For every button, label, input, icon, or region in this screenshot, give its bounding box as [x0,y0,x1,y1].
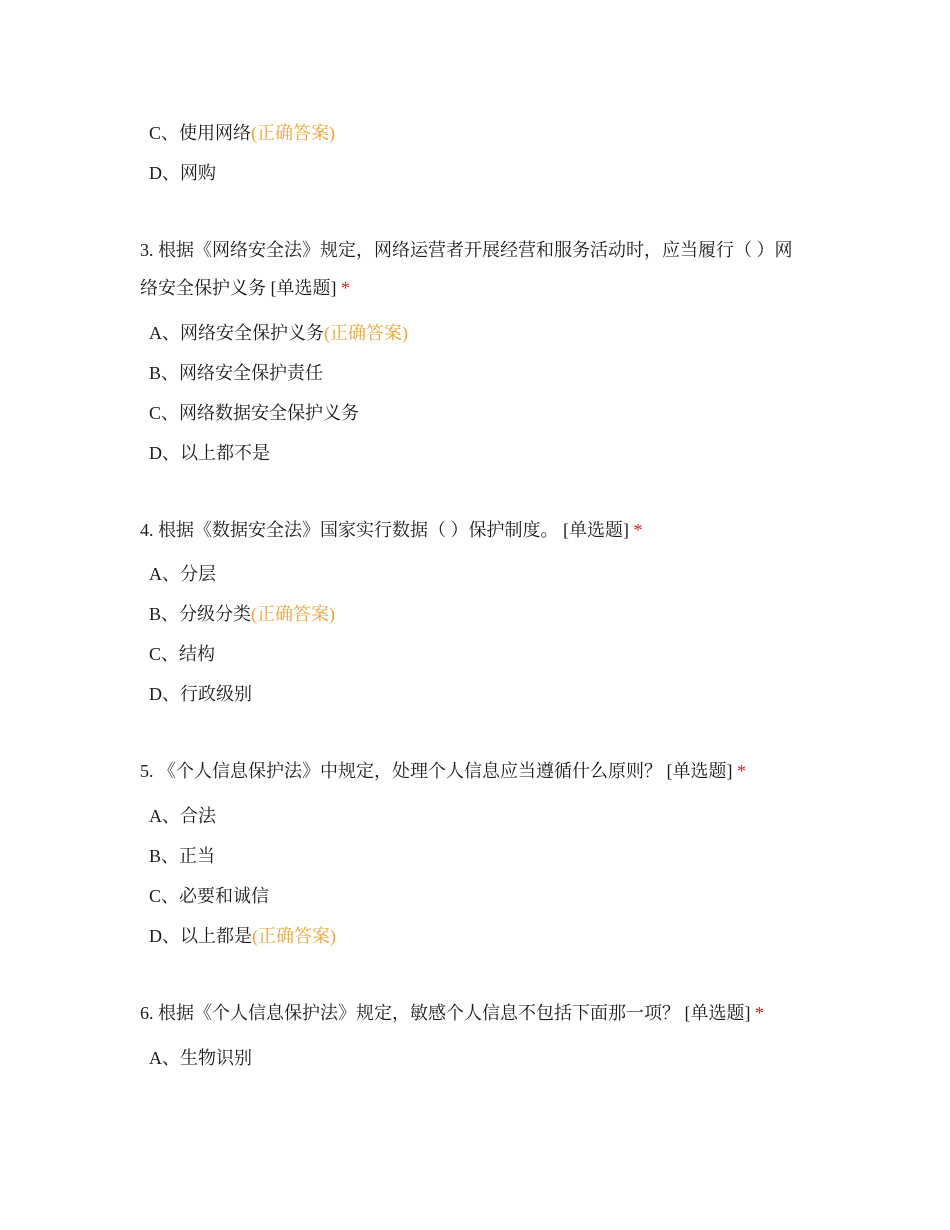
option-text: A、生物识别 [149,1048,252,1068]
option-text: D、以上都不是 [149,443,270,463]
option-q5-c[interactable] [149,884,269,908]
question-4-title [140,511,800,549]
option-q5-a[interactable] [149,804,216,828]
question-text: 4. 根据《数据安全法》国家实行数据（ ）保护制度。 [140,520,559,540]
option-q5-d[interactable] [149,924,336,948]
option-q4-c[interactable] [149,642,215,666]
option-text: B、网络安全保护责任 [149,363,324,383]
required-marker: * [633,520,643,540]
option-q5-b[interactable] [149,844,215,868]
option-text: B、分级分类 [149,604,252,624]
option-q2-c[interactable] [149,121,335,145]
correct-answer-marker: (正确答案) [252,926,336,946]
option-text: D、以上都是 [149,926,252,946]
option-text: B、正当 [149,846,216,866]
option-text: C、网络数据安全保护义务 [149,403,360,423]
required-marker: * [341,278,350,298]
option-text: C、结构 [149,644,216,664]
option-q3-a[interactable] [149,321,408,345]
question-type: [单选题] [270,278,337,298]
question-text: 3. 根据《网络安全法》规定，网络运营者开展经营和服务活动时，应当履行（ ）网络安全保护义务 [140,240,793,298]
required-marker: * [737,761,746,781]
question-5-title [140,752,800,790]
correct-answer-marker: (正确答案) [251,123,336,143]
question-type: [单选题] [684,1003,751,1023]
option-text: D、网购 [149,163,216,183]
question-6-title [140,994,800,1032]
correct-answer-marker: (正确答案) [324,323,408,343]
option-text: D、行政级别 [149,684,252,704]
option-q4-b[interactable] [149,602,335,626]
question-3-title [140,231,800,307]
option-text: A、合法 [149,806,216,826]
option-q6-a[interactable] [149,1046,252,1070]
correct-answer-marker: (正确答案) [251,604,336,624]
option-text: A、分层 [149,564,216,584]
question-type: [单选题] [666,761,733,781]
option-text: A、网络安全保护义务 [149,323,324,343]
question-type: [单选题] [563,520,629,540]
required-marker: * [755,1003,764,1023]
option-q4-a[interactable] [149,562,216,586]
option-text: C、必要和诚信 [149,886,270,906]
question-text: 6. 根据《个人信息保护法》规定，敏感个人信息不包括下面那一项？ [140,1003,680,1023]
option-q3-c[interactable] [149,401,359,425]
option-q2-d[interactable] [149,161,216,185]
option-q3-b[interactable] [149,361,323,385]
option-q4-d[interactable] [149,682,252,706]
option-q3-d[interactable] [149,441,270,465]
question-text: 5. 《个人信息保护法》中规定，处理个人信息应当遵循什么原则？ [140,761,662,781]
option-text: C、使用网络 [149,123,252,143]
